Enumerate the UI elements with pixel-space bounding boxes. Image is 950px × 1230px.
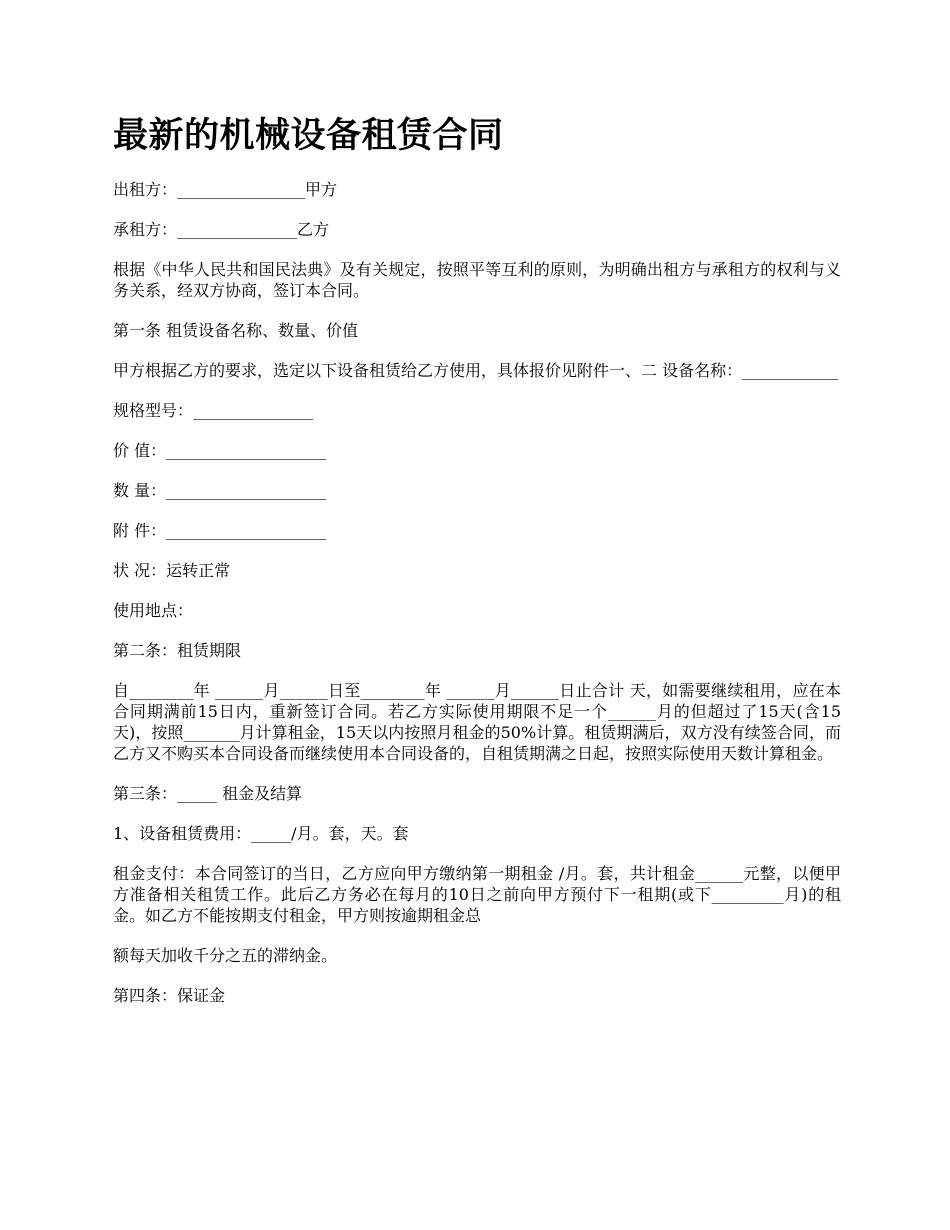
rental-fee-line: 1、设备租赁费用：_____/月。套，天。套 <box>113 824 409 843</box>
article-2-heading: 第二条：租赁期限 <box>113 641 242 660</box>
article-2-body: 自________年 ______月______日至________年 ______月______日止合计 天，如需要继续租用，应在本合同期满前15日内，重新签订合同。若乙方实际使用期限不足一个______月的但超过了15天(含15天)，按照_______月计算租金，15天以内按照月租金的50%计算。租赁期满后，双方没有续签合同，而乙方又不购买本合同设备而继续使用本合同设备的，自租赁期满之日起，按照实际使用天数计算租金。 <box>113 681 841 763</box>
quantity-line: 数 量：____________________ <box>113 481 327 500</box>
value-line: 价 值：____________________ <box>113 441 327 460</box>
article-1-body: 甲方根据乙方的要求，选定以下设备租赁给乙方使用，具体报价见附件一、二 设备名称：____________ <box>113 361 839 380</box>
article-3-heading: 第三条：_____ 租金及结算 <box>113 784 303 803</box>
condition-line: 状 况：运转正常 <box>113 561 231 580</box>
document-page <box>113 112 841 1025</box>
preamble-paragraph: 根据《中华人民共和国民法典》及有关规定，按照平等互利的原则，为明确出租方与承租方的权利与义务关系，经双方协商，签订本合同。 <box>113 260 841 300</box>
document-title: 最新的机械设备租赁合同 <box>113 116 504 156</box>
rent-payment-paragraph: 租金支付：本合同签订的当日，乙方应向甲方缴纳第一期租金 /月。套，共计租金______元整，以便甲方准备相关租赁工作。此后乙方务必在每月的10日之前向甲方预付下一租期(或下_________月)的租金。如乙方不能按期支付租金，甲方则按逾期租金总 <box>113 864 841 925</box>
lessee-line: 承租方：_______________乙方 <box>113 220 330 239</box>
spec-model-line: 规格型号：_______________ <box>113 401 314 420</box>
article-4-heading: 第四条：保证金 <box>113 986 226 1005</box>
article-1-heading: 第一条 租赁设备名称、数量、价值 <box>113 321 359 340</box>
attachment-line: 附 件：____________________ <box>113 521 327 540</box>
lessor-line: 出租方：________________甲方 <box>113 180 338 199</box>
late-fee-paragraph: 额每天加收千分之五的滞纳金。 <box>113 946 338 965</box>
location-line: 使用地点： <box>113 601 194 620</box>
